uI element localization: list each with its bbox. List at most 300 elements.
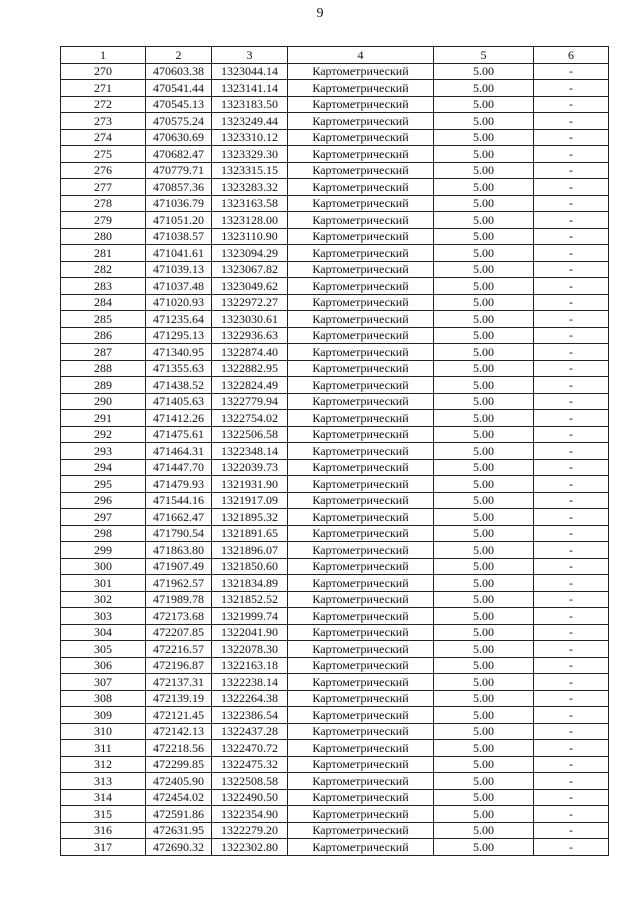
note-cell: - [534,360,609,377]
y-coordinate-cell: 1322936.63 [212,327,288,344]
point-number-cell: 301 [61,575,146,592]
table-row [61,311,609,328]
point-number-cell: 306 [61,657,146,674]
y-coordinate-cell: 1322354.90 [212,806,288,823]
accuracy-cell: 5.00 [434,657,534,674]
point-number-cell: 282 [61,261,146,278]
point-number-cell: 270 [61,63,146,80]
x-coordinate-cell: 471863.80 [146,542,212,559]
y-coordinate-cell: 1323249.44 [212,113,288,130]
note-cell: - [534,195,609,212]
table-row [61,608,609,625]
method-cell: Картометрический [288,674,434,691]
table-row [61,459,609,476]
method-cell: Картометрический [288,690,434,707]
accuracy-cell: 5.00 [434,443,534,460]
note-cell: - [534,509,609,526]
y-coordinate-cell: 1321917.09 [212,492,288,509]
x-coordinate-cell: 471438.52 [146,377,212,394]
table-header-row [61,47,609,64]
note-cell: - [534,245,609,262]
y-coordinate-cell: 1323283.32 [212,179,288,196]
coordinates-table [60,46,609,856]
y-coordinate-cell: 1322041.90 [212,624,288,641]
note-cell: - [534,410,609,427]
point-number-cell: 279 [61,212,146,229]
x-coordinate-cell: 472137.31 [146,674,212,691]
accuracy-cell: 5.00 [434,426,534,443]
column-header-3: 3 [212,47,288,64]
table-row [61,129,609,146]
point-number-cell: 307 [61,674,146,691]
note-cell: - [534,707,609,724]
y-coordinate-cell: 1323329.30 [212,146,288,163]
accuracy-cell: 5.00 [434,476,534,493]
table-row [61,690,609,707]
method-cell: Картометрический [288,509,434,526]
accuracy-cell: 5.00 [434,344,534,361]
table-row [61,476,609,493]
y-coordinate-cell: 1322972.27 [212,294,288,311]
accuracy-cell: 5.00 [434,162,534,179]
method-cell: Картометрический [288,773,434,790]
note-cell: - [534,179,609,196]
accuracy-cell: 5.00 [434,294,534,311]
table-row [61,641,609,658]
point-number-cell: 293 [61,443,146,460]
method-cell: Картометрический [288,245,434,262]
y-coordinate-cell: 1321852.52 [212,591,288,608]
method-cell: Картометрический [288,96,434,113]
y-coordinate-cell: 1321834.89 [212,575,288,592]
note-cell: - [534,591,609,608]
accuracy-cell: 5.00 [434,261,534,278]
y-coordinate-cell: 1322470.72 [212,740,288,757]
note-cell: - [534,377,609,394]
table-row [61,410,609,427]
note-cell: - [534,311,609,328]
point-number-cell: 315 [61,806,146,823]
x-coordinate-cell: 470779.71 [146,162,212,179]
x-coordinate-cell: 472631.95 [146,822,212,839]
y-coordinate-cell: 1323049.62 [212,278,288,295]
x-coordinate-cell: 470545.13 [146,96,212,113]
method-cell: Картометрический [288,822,434,839]
accuracy-cell: 5.00 [434,575,534,592]
point-number-cell: 312 [61,756,146,773]
y-coordinate-cell: 1321895.32 [212,509,288,526]
point-number-cell: 271 [61,80,146,97]
point-number-cell: 283 [61,278,146,295]
method-cell: Картометрический [288,129,434,146]
method-cell: Картометрический [288,360,434,377]
note-cell: - [534,393,609,410]
accuracy-cell: 5.00 [434,377,534,394]
accuracy-cell: 5.00 [434,591,534,608]
note-cell: - [534,278,609,295]
point-number-cell: 298 [61,525,146,542]
column-header-5: 5 [434,47,534,64]
y-coordinate-cell: 1323163.58 [212,195,288,212]
note-cell: - [534,608,609,625]
note-cell: - [534,674,609,691]
point-number-cell: 284 [61,294,146,311]
note-cell: - [534,459,609,476]
point-number-cell: 292 [61,426,146,443]
point-number-cell: 286 [61,327,146,344]
point-number-cell: 291 [61,410,146,427]
accuracy-cell: 5.00 [434,228,534,245]
method-cell: Картометрический [288,740,434,757]
y-coordinate-cell: 1323044.14 [212,63,288,80]
y-coordinate-cell: 1321850.60 [212,558,288,575]
method-cell: Картометрический [288,641,434,658]
point-number-cell: 311 [61,740,146,757]
table-row [61,624,609,641]
y-coordinate-cell: 1321999.74 [212,608,288,625]
x-coordinate-cell: 471475.61 [146,426,212,443]
accuracy-cell: 5.00 [434,459,534,476]
table-row [61,822,609,839]
x-coordinate-cell: 472142.13 [146,723,212,740]
point-number-cell: 299 [61,542,146,559]
table-row [61,245,609,262]
accuracy-cell: 5.00 [434,789,534,806]
y-coordinate-cell: 1322779.94 [212,393,288,410]
accuracy-cell: 5.00 [434,80,534,97]
x-coordinate-cell: 470575.24 [146,113,212,130]
x-coordinate-cell: 471051.20 [146,212,212,229]
point-number-cell: 296 [61,492,146,509]
x-coordinate-cell: 471340.95 [146,344,212,361]
method-cell: Картометрический [288,459,434,476]
table-row [61,195,609,212]
point-number-cell: 295 [61,476,146,493]
point-number-cell: 277 [61,179,146,196]
method-cell: Картометрический [288,162,434,179]
y-coordinate-cell: 1322882.95 [212,360,288,377]
x-coordinate-cell: 471962.57 [146,575,212,592]
table-row [61,327,609,344]
method-cell: Картометрический [288,294,434,311]
accuracy-cell: 5.00 [434,113,534,130]
x-coordinate-cell: 471235.64 [146,311,212,328]
table-row [61,740,609,757]
method-cell: Картометрический [288,63,434,80]
accuracy-cell: 5.00 [434,129,534,146]
method-cell: Картометрический [288,344,434,361]
note-cell: - [534,624,609,641]
accuracy-cell: 5.00 [434,542,534,559]
accuracy-cell: 5.00 [434,674,534,691]
table-row [61,344,609,361]
x-coordinate-cell: 472299.85 [146,756,212,773]
accuracy-cell: 5.00 [434,146,534,163]
y-coordinate-cell: 1322874.40 [212,344,288,361]
method-cell: Картометрический [288,278,434,295]
note-cell: - [534,575,609,592]
y-coordinate-cell: 1322508.58 [212,773,288,790]
note-cell: - [534,690,609,707]
method-cell: Картометрический [288,558,434,575]
point-number-cell: 278 [61,195,146,212]
point-number-cell: 287 [61,344,146,361]
accuracy-cell: 5.00 [434,96,534,113]
method-cell: Картометрический [288,393,434,410]
y-coordinate-cell: 1322039.73 [212,459,288,476]
point-number-cell: 303 [61,608,146,625]
table-row [61,674,609,691]
method-cell: Картометрический [288,179,434,196]
table-row [61,839,609,856]
accuracy-cell: 5.00 [434,410,534,427]
note-cell: - [534,789,609,806]
point-number-cell: 285 [61,311,146,328]
y-coordinate-cell: 1323067.82 [212,261,288,278]
note-cell: - [534,212,609,229]
point-number-cell: 288 [61,360,146,377]
x-coordinate-cell: 471464.31 [146,443,212,460]
note-cell: - [534,426,609,443]
table-row [61,509,609,526]
point-number-cell: 310 [61,723,146,740]
y-coordinate-cell: 1322437.28 [212,723,288,740]
accuracy-cell: 5.00 [434,179,534,196]
point-number-cell: 314 [61,789,146,806]
y-coordinate-cell: 1322238.14 [212,674,288,691]
x-coordinate-cell: 470603.38 [146,63,212,80]
accuracy-cell: 5.00 [434,740,534,757]
x-coordinate-cell: 471355.63 [146,360,212,377]
note-cell: - [534,756,609,773]
method-cell: Картометрический [288,591,434,608]
method-cell: Картометрический [288,261,434,278]
accuracy-cell: 5.00 [434,509,534,526]
accuracy-cell: 5.00 [434,63,534,80]
method-cell: Картометрический [288,707,434,724]
x-coordinate-cell: 471039.13 [146,261,212,278]
x-coordinate-cell: 472121.45 [146,707,212,724]
x-coordinate-cell: 472216.57 [146,641,212,658]
point-number-cell: 274 [61,129,146,146]
method-cell: Картометрический [288,575,434,592]
x-coordinate-cell: 472454.02 [146,789,212,806]
x-coordinate-cell: 471479.93 [146,476,212,493]
x-coordinate-cell: 472173.68 [146,608,212,625]
table-row [61,393,609,410]
x-coordinate-cell: 470857.36 [146,179,212,196]
method-cell: Картометрический [288,426,434,443]
table-row [61,806,609,823]
table-row [61,773,609,790]
note-cell: - [534,63,609,80]
method-cell: Картометрический [288,311,434,328]
table-row [61,789,609,806]
note-cell: - [534,294,609,311]
accuracy-cell: 5.00 [434,195,534,212]
x-coordinate-cell: 471037.48 [146,278,212,295]
note-cell: - [534,344,609,361]
x-coordinate-cell: 471544.16 [146,492,212,509]
accuracy-cell: 5.00 [434,212,534,229]
accuracy-cell: 5.00 [434,327,534,344]
method-cell: Картометрический [288,80,434,97]
y-coordinate-cell: 1321891.65 [212,525,288,542]
y-coordinate-cell: 1322279.20 [212,822,288,839]
accuracy-cell: 5.00 [434,525,534,542]
note-cell: - [534,822,609,839]
accuracy-cell: 5.00 [434,806,534,823]
accuracy-cell: 5.00 [434,723,534,740]
x-coordinate-cell: 472405.90 [146,773,212,790]
note-cell: - [534,261,609,278]
y-coordinate-cell: 1323183.50 [212,96,288,113]
note-cell: - [534,723,609,740]
x-coordinate-cell: 472690.32 [146,839,212,856]
table-row [61,162,609,179]
note-cell: - [534,525,609,542]
point-number-cell: 280 [61,228,146,245]
y-coordinate-cell: 1323310.12 [212,129,288,146]
point-number-cell: 281 [61,245,146,262]
method-cell: Картометрический [288,113,434,130]
column-header-2: 2 [146,47,212,64]
table-row [61,278,609,295]
method-cell: Картометрический [288,624,434,641]
table-row [61,146,609,163]
y-coordinate-cell: 1322386.54 [212,707,288,724]
table-row [61,80,609,97]
y-coordinate-cell: 1323030.61 [212,311,288,328]
y-coordinate-cell: 1323315.15 [212,162,288,179]
method-cell: Картометрический [288,228,434,245]
point-number-cell: 300 [61,558,146,575]
note-cell: - [534,558,609,575]
accuracy-cell: 5.00 [434,641,534,658]
column-header-1: 1 [61,47,146,64]
table-row [61,377,609,394]
note-cell: - [534,740,609,757]
x-coordinate-cell: 471790.54 [146,525,212,542]
method-cell: Картометрический [288,492,434,509]
point-number-cell: 316 [61,822,146,839]
y-coordinate-cell: 1322754.02 [212,410,288,427]
accuracy-cell: 5.00 [434,839,534,856]
y-coordinate-cell: 1322490.50 [212,789,288,806]
accuracy-cell: 5.00 [434,690,534,707]
point-number-cell: 308 [61,690,146,707]
x-coordinate-cell: 471662.47 [146,509,212,526]
method-cell: Картометрический [288,608,434,625]
note-cell: - [534,773,609,790]
point-number-cell: 297 [61,509,146,526]
method-cell: Картометрический [288,789,434,806]
table-row [61,542,609,559]
point-number-cell: 294 [61,459,146,476]
note-cell: - [534,96,609,113]
method-cell: Картометрический [288,212,434,229]
accuracy-cell: 5.00 [434,756,534,773]
accuracy-cell: 5.00 [434,492,534,509]
x-coordinate-cell: 471038.57 [146,228,212,245]
method-cell: Картометрический [288,525,434,542]
x-coordinate-cell: 472591.86 [146,806,212,823]
point-number-cell: 290 [61,393,146,410]
x-coordinate-cell: 471020.93 [146,294,212,311]
table-row [61,575,609,592]
table-body [61,63,609,855]
table-row [61,360,609,377]
table-row [61,443,609,460]
note-cell: - [534,146,609,163]
note-cell: - [534,476,609,493]
x-coordinate-cell: 470541.44 [146,80,212,97]
method-cell: Картометрический [288,146,434,163]
table-row [61,525,609,542]
accuracy-cell: 5.00 [434,311,534,328]
y-coordinate-cell: 1321931.90 [212,476,288,493]
table-row [61,756,609,773]
x-coordinate-cell: 471447.70 [146,459,212,476]
method-cell: Картометрический [288,542,434,559]
x-coordinate-cell: 472218.56 [146,740,212,757]
table-row [61,96,609,113]
method-cell: Картометрический [288,327,434,344]
method-cell: Картометрический [288,723,434,740]
y-coordinate-cell: 1322475.32 [212,756,288,773]
point-number-cell: 272 [61,96,146,113]
y-coordinate-cell: 1321896.07 [212,542,288,559]
y-coordinate-cell: 1322302.80 [212,839,288,856]
y-coordinate-cell: 1322163.18 [212,657,288,674]
table-row [61,179,609,196]
x-coordinate-cell: 471036.79 [146,195,212,212]
point-number-cell: 305 [61,641,146,658]
method-cell: Картометрический [288,410,434,427]
y-coordinate-cell: 1322348.14 [212,443,288,460]
column-header-6: 6 [534,47,609,64]
note-cell: - [534,162,609,179]
note-cell: - [534,113,609,130]
method-cell: Картометрический [288,443,434,460]
accuracy-cell: 5.00 [434,278,534,295]
method-cell: Картометрический [288,377,434,394]
accuracy-cell: 5.00 [434,558,534,575]
table-row [61,212,609,229]
y-coordinate-cell: 1322264.38 [212,690,288,707]
point-number-cell: 313 [61,773,146,790]
table-row [61,723,609,740]
accuracy-cell: 5.00 [434,245,534,262]
table-row [61,591,609,608]
x-coordinate-cell: 470682.47 [146,146,212,163]
x-coordinate-cell: 471405.63 [146,393,212,410]
note-cell: - [534,228,609,245]
y-coordinate-cell: 1323094.29 [212,245,288,262]
table-row [61,558,609,575]
accuracy-cell: 5.00 [434,822,534,839]
method-cell: Картометрический [288,756,434,773]
accuracy-cell: 5.00 [434,707,534,724]
accuracy-cell: 5.00 [434,624,534,641]
table-row [61,228,609,245]
x-coordinate-cell: 472196.87 [146,657,212,674]
point-number-cell: 289 [61,377,146,394]
x-coordinate-cell: 470630.69 [146,129,212,146]
point-number-cell: 304 [61,624,146,641]
y-coordinate-cell: 1323110.90 [212,228,288,245]
point-number-cell: 273 [61,113,146,130]
